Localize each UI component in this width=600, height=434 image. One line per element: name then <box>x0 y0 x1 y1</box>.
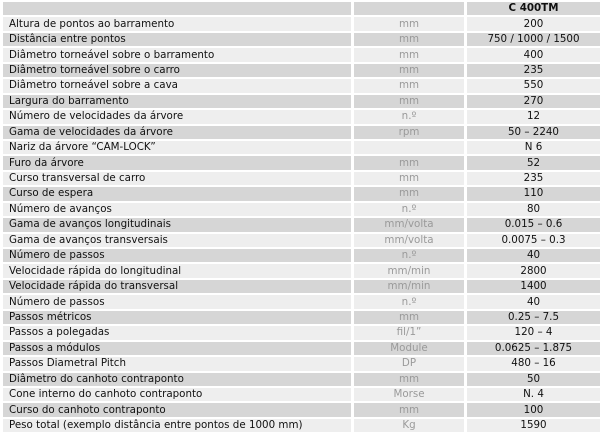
spec-value: 50 <box>467 373 600 386</box>
table-row <box>3 218 600 231</box>
header-blank-unit <box>354 2 464 15</box>
spec-unit: fil/1” <box>354 326 464 339</box>
spec-unit <box>354 141 464 154</box>
table-row <box>3 357 600 370</box>
table-row <box>3 203 600 216</box>
spec-unit: mm/volta <box>354 234 464 247</box>
spec-value: 100 <box>467 403 600 416</box>
spec-unit: mm <box>354 403 464 416</box>
spec-value: 750 / 1000 / 1500 <box>467 33 600 46</box>
table-row <box>3 172 600 185</box>
spec-label: Passos Diametral Pitch <box>3 357 351 370</box>
spec-value: 12 <box>467 110 600 123</box>
header-blank-name <box>3 2 351 15</box>
spec-table-body <box>3 2 600 432</box>
spec-value: 235 <box>467 172 600 185</box>
spec-label: Curso de espera <box>3 187 351 200</box>
spec-value: 2800 <box>467 264 600 277</box>
spec-value: 1400 <box>467 280 600 293</box>
spec-unit: mm <box>354 156 464 169</box>
spec-label: Diâmetro torneável sobre a cava <box>3 79 351 92</box>
spec-value: N 6 <box>467 141 600 154</box>
spec-value: 110 <box>467 187 600 200</box>
spec-label: Gama de avanços longitudinais <box>3 218 351 231</box>
table-row <box>3 419 600 432</box>
spec-label: Cone interno do canhoto contraponto <box>3 388 351 401</box>
spec-value: 200 <box>467 17 600 30</box>
spec-unit: mm <box>354 172 464 185</box>
spec-label: Peso total (exemplo distância entre pontos de 1000 mm) <box>3 419 351 432</box>
spec-label: Furo da árvore <box>3 156 351 169</box>
spec-label: Gama de avanços transversais <box>3 234 351 247</box>
spec-value: 235 <box>467 64 600 77</box>
spec-label: Passos a polegadas <box>3 326 351 339</box>
spec-label: Gama de velocidades da árvore <box>3 126 351 139</box>
spec-value: 80 <box>467 203 600 216</box>
spec-unit: Module <box>354 342 464 355</box>
table-row <box>3 326 600 339</box>
spec-value: 120 – 4 <box>467 326 600 339</box>
spec-unit: mm <box>354 95 464 108</box>
spec-label: Curso transversal de carro <box>3 172 351 185</box>
spec-unit: mm <box>354 17 464 30</box>
table-row <box>3 280 600 293</box>
table-row <box>3 187 600 200</box>
table-row <box>3 48 600 61</box>
table-row <box>3 388 600 401</box>
spec-unit: mm/min <box>354 280 464 293</box>
spec-label: Diâmetro do canhoto contraponto <box>3 373 351 386</box>
spec-unit: Kg <box>354 419 464 432</box>
spec-value: 270 <box>467 95 600 108</box>
table-row <box>3 79 600 92</box>
spec-value: 50 – 2240 <box>467 126 600 139</box>
spec-value: 0.25 – 7.5 <box>467 311 600 324</box>
table-row <box>3 64 600 77</box>
spec-label: Curso do canhoto contraponto <box>3 403 351 416</box>
spec-label: Distância entre pontos <box>3 33 351 46</box>
spec-label: Largura do barramento <box>3 95 351 108</box>
spec-unit: mm/min <box>354 264 464 277</box>
spec-value: N. 4 <box>467 388 600 401</box>
spec-value: 0.0625 – 1.875 <box>467 342 600 355</box>
table-row <box>3 141 600 154</box>
spec-value: 550 <box>467 79 600 92</box>
table-row <box>3 234 600 247</box>
table-row <box>3 95 600 108</box>
table-row <box>3 249 600 262</box>
table-row <box>3 156 600 169</box>
spec-unit: mm <box>354 48 464 61</box>
spec-label: Passos métricos <box>3 311 351 324</box>
spec-unit: mm <box>354 64 464 77</box>
spec-label: Velocidade rápida do transversal <box>3 280 351 293</box>
spec-unit: DP <box>354 357 464 370</box>
spec-unit: mm <box>354 33 464 46</box>
table-row <box>3 342 600 355</box>
spec-unit: mm <box>354 187 464 200</box>
spec-value: 0.0075 – 0.3 <box>467 234 600 247</box>
spec-unit: mm/volta <box>354 218 464 231</box>
table-header-row <box>3 2 600 15</box>
spec-value: 400 <box>467 48 600 61</box>
spec-unit: Morse <box>354 388 464 401</box>
table-row <box>3 17 600 30</box>
spec-value: 1590 <box>467 419 600 432</box>
spec-unit: n.º <box>354 203 464 216</box>
table-row <box>3 110 600 123</box>
spec-label: Passos a módulos <box>3 342 351 355</box>
spec-value: 40 <box>467 295 600 308</box>
spec-label: Nariz da árvore “CAM-LOCK” <box>3 141 351 154</box>
spec-value: 40 <box>467 249 600 262</box>
table-row <box>3 295 600 308</box>
spec-unit: n.º <box>354 295 464 308</box>
spec-label: Diâmetro torneável sobre o barramento <box>3 48 351 61</box>
table-row <box>3 33 600 46</box>
table-row <box>3 373 600 386</box>
spec-unit: mm <box>354 373 464 386</box>
spec-unit: n.º <box>354 110 464 123</box>
table-row <box>3 264 600 277</box>
spec-label: Número de passos <box>3 249 351 262</box>
table-row <box>3 311 600 324</box>
spec-label: Número de velocidades da árvore <box>3 110 351 123</box>
spec-label: Número de avanços <box>3 203 351 216</box>
spec-value: 480 – 16 <box>467 357 600 370</box>
spec-unit: rpm <box>354 126 464 139</box>
spec-unit: n.º <box>354 249 464 262</box>
model-header: C 400TM <box>467 2 600 15</box>
spec-label: Número de passos <box>3 295 351 308</box>
spec-label: Diâmetro torneável sobre o carro <box>3 64 351 77</box>
spec-unit: mm <box>354 311 464 324</box>
spec-label: Velocidade rápida do longitudinal <box>3 264 351 277</box>
table-row <box>3 126 600 139</box>
spec-value: 0.015 – 0.6 <box>467 218 600 231</box>
table-row <box>3 403 600 416</box>
spec-value: 52 <box>467 156 600 169</box>
spec-label: Altura de pontos ao barramento <box>3 17 351 30</box>
spec-unit: mm <box>354 79 464 92</box>
